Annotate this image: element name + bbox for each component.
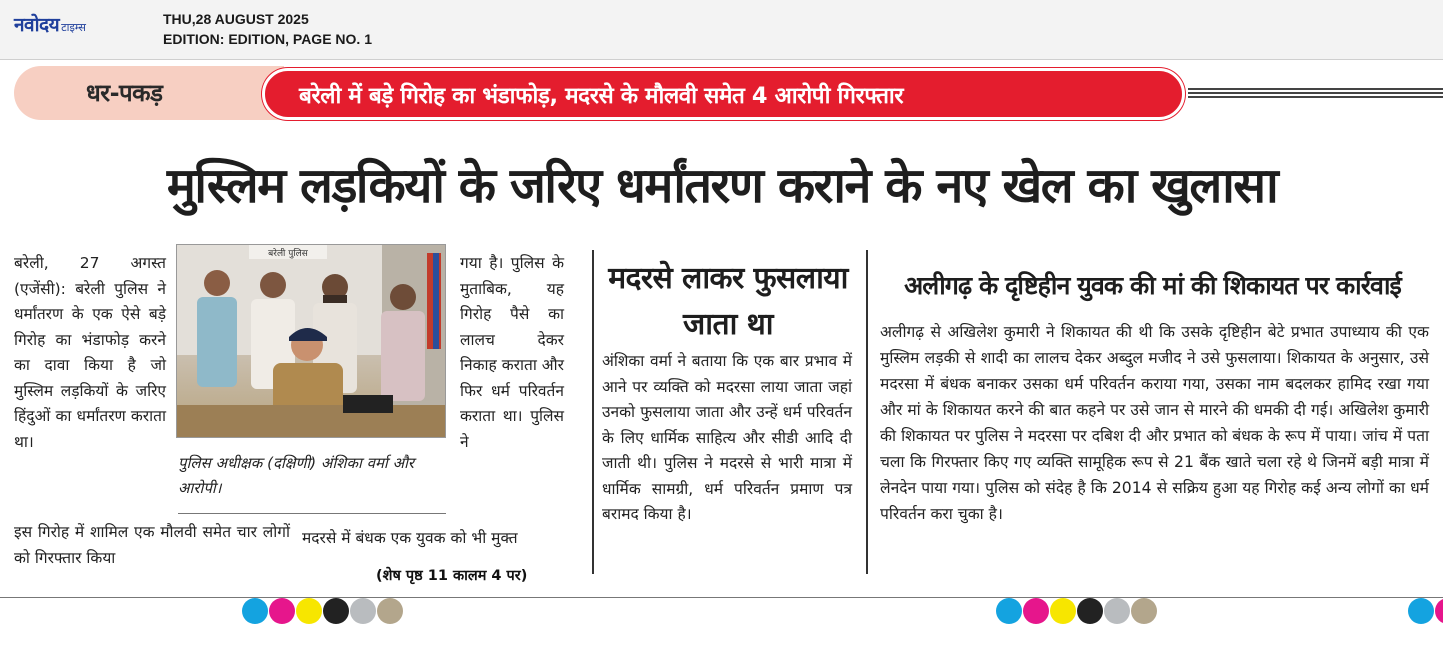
registration-dot bbox=[1050, 598, 1076, 624]
registration-dot bbox=[350, 598, 376, 624]
registration-dot bbox=[1023, 598, 1049, 624]
footer-rule bbox=[0, 597, 1443, 598]
registration-dot bbox=[1077, 598, 1103, 624]
photo-banner-text: बरेली पुलिस bbox=[268, 249, 308, 259]
right-story-headline: अलीगढ़ के दृष्टिहीन युवक की मां की शिकायत पर कार्रवाई bbox=[904, 271, 1401, 300]
newspaper-logo[interactable] bbox=[14, 11, 86, 36]
edition-page: EDITION: EDITION, PAGE NO. 1 bbox=[163, 31, 372, 47]
news-photo[interactable] bbox=[176, 244, 446, 438]
sidebar-body: अंशिका वर्मा ने बताया कि एक बार प्रभाव में आने पर व्यक्ति को मदरसा लाया जाता जहां उनको फुसलाया जाता और उन्हें धर्म परिवर्तन के लिए धार्मिक साहित्य और सीडी आदि दी जाती थी। पुलिस ने मदरसे से भारी मात्रा में धार्मिक सामग्री, धर्म परिवर्तन प्रमाण पत्र बरामद किया है। bbox=[602, 352, 852, 523]
registration-dot bbox=[242, 598, 268, 624]
page-header bbox=[0, 0, 1443, 60]
sidebar-headline: मदरसे लाकर फुसलाया जाता था bbox=[608, 261, 848, 342]
registration-dot bbox=[1104, 598, 1130, 624]
registration-dot bbox=[377, 598, 403, 624]
registration-dot bbox=[1435, 598, 1443, 624]
registration-dot bbox=[996, 598, 1022, 624]
registration-dot bbox=[323, 598, 349, 624]
right-story-body: अलीगढ़ से अखिलेश कुमारी ने शिकायत की थी कि उसके दृष्टिहीन बेटे प्रभात उपाध्याय की एक मुस्लिम लड़की से शादी का लालच देकर अब्दुल मजीद ने उसे फुसलाया। शिकायत के अनुसार, उसे मदरसा में बंधक बनाकर उसका धर्म परिवर्तन कराया गया, उसका नाम बदलकर हामिद रखा गया और मां के शिकायत करने की बात कहने पर उसे जान से मारने की धमकी दी गई। अखिलेश कुमारी की शिकायत पर पुलिस ने मदरसा पर दबिश दी और प्रभात को बंधक के रूप में पाया। जांच में पता चला कि गिरफ्तार किए गए व्यक्ति सामूहिक रूप से 21 बैंक खाते चला रहे थे जिनमें बड़ी मात्रा में लेनदेन पाया गया। पुलिस को संदेह है कि 2014 से सक्रिय हुआ यह गिरोह कई अन्य लोगों का धर्म परिवर्तन करा चुका है। bbox=[880, 323, 1429, 523]
kicker-label: धर-पकड़ bbox=[86, 79, 163, 107]
column-divider-1 bbox=[592, 250, 594, 574]
edition-date: THU,28 AUGUST 2025 bbox=[163, 11, 309, 27]
continued-note[interactable]: (शेष पृष्ठ 11 कालम 4 पर) bbox=[376, 568, 528, 584]
registration-dot bbox=[296, 598, 322, 624]
photo-illustration bbox=[177, 245, 446, 438]
caption-rule bbox=[178, 513, 446, 514]
story-bottom-middle: मदरसे में बंधक एक युवक को भी मुक्त bbox=[302, 529, 518, 547]
strap-headline-box bbox=[262, 68, 1185, 120]
photo-caption: पुलिस अधीक्षक (दक्षिणी) अंशिका वर्मा और आरोपी। bbox=[178, 454, 415, 497]
registration-marks-edge bbox=[1408, 598, 1443, 624]
registration-dot bbox=[1408, 598, 1434, 624]
registration-dot bbox=[269, 598, 295, 624]
registration-marks-right bbox=[996, 598, 1158, 624]
logo-text: नवोदय bbox=[14, 14, 60, 36]
strap-headline: बरेली में बड़े गिरोह का भंडाफोड़, मदरसे के मौलवी समेत 4 आरोपी गिरफ्तार bbox=[299, 83, 904, 109]
story-column-1: बरेली, 27 अगस्त (एजेंसी): बरेली पुलिस ने धर्मांतरण के एक ऐसे बड़े गिरोह का भंडाफोड़ करने का दावा किया है जो मुस्लिम लड़कियों के जरिए हिंदुओं का धर्मांतरण कराता था। bbox=[14, 254, 166, 451]
registration-marks-left bbox=[242, 598, 404, 624]
decorative-rules bbox=[1188, 88, 1443, 100]
kicker-box bbox=[14, 66, 284, 120]
story-column-2: गया है। पुलिस के मुताबिक, यह गिरोह पैसे का लालच देकर निकाह कराता और फिर धर्म परिवर्तन कराता था। पुलिस ने bbox=[460, 254, 564, 451]
registration-dot bbox=[1131, 598, 1157, 624]
edition-info bbox=[163, 9, 372, 49]
logo-subtext: टाइम्स bbox=[61, 21, 86, 34]
story-bottom-left: इस गिरोह में शामिल एक मौलवी समेत चार लोगों को गिरफ्तार किया bbox=[14, 523, 290, 567]
main-headline: मुस्लिम लड़कियों के जरिए धर्मांतरण कराने के नए खेल का खुलासा bbox=[166, 158, 1278, 214]
column-divider-2 bbox=[866, 250, 868, 574]
